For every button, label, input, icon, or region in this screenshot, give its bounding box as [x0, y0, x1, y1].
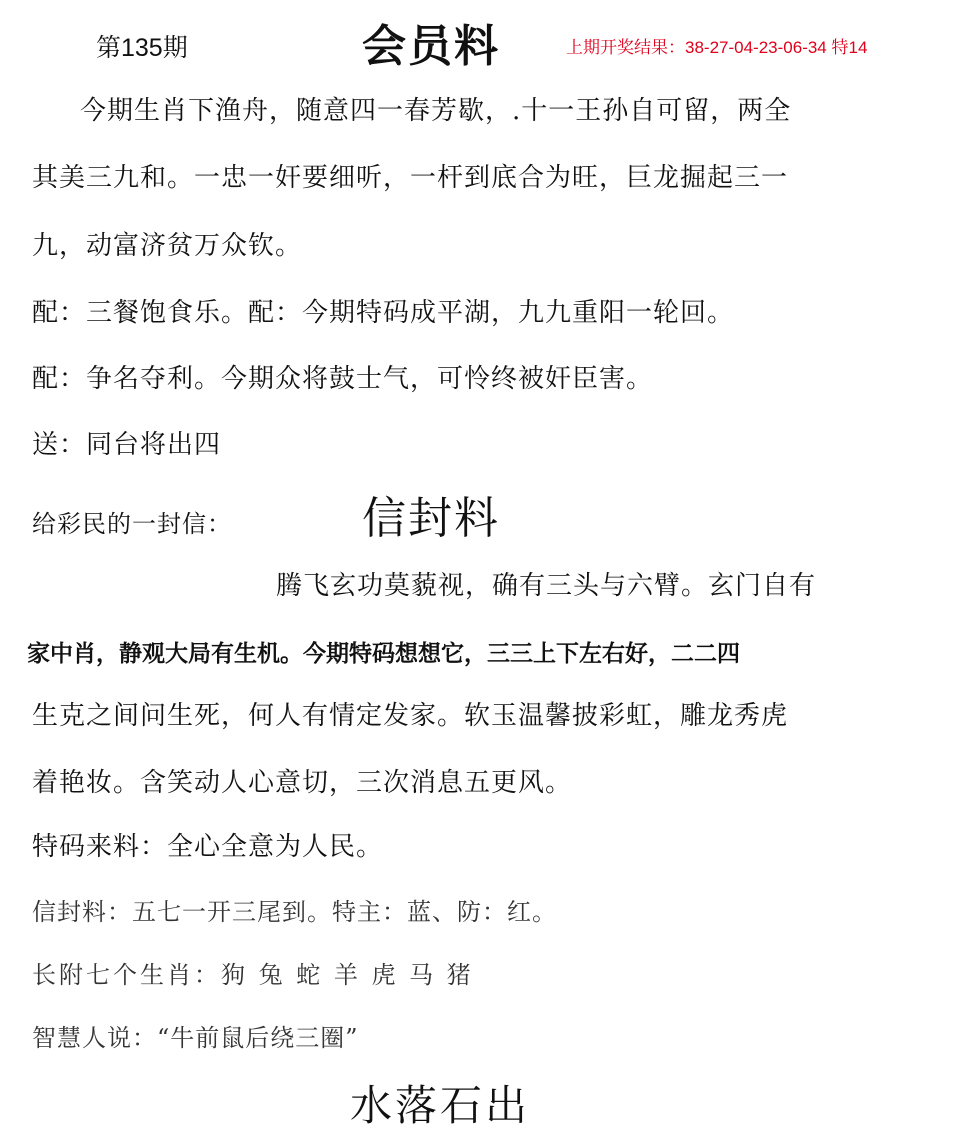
page-title: 会员料 — [362, 21, 500, 72]
member-paragraph-line-1: 今期生肖下渔舟，随意四一春芳歇，.十一王孙自可留，两全 — [80, 96, 792, 126]
last-draw-result: 上期开奖结果：38-27-04-23-06-34 特14 — [566, 38, 868, 57]
footer-phrase: 水落石出 — [350, 1081, 531, 1130]
letter-line-1: 腾飞玄功莫藐视，确有三头与六臂。玄门自有 — [276, 571, 817, 601]
member-paragraph-line-2: 其美三九和。一忠一奸要细听，一杆到底合为旺，巨龙掘起三一 — [32, 163, 789, 193]
saying-line: 智慧人说：“牛前鼠后绕三圈” — [32, 1024, 359, 1052]
match-line-1: 配：三餐饱食乐。配：今期特码成平湖，九九重阳一轮回。 — [32, 298, 735, 328]
letter-title: 信封料 — [362, 493, 500, 544]
letter-intro: 给彩民的一封信： — [32, 510, 232, 538]
gift-line: 送：同台将出四 — [32, 430, 222, 460]
letter-line-4: 着艳妆。含笑动人心意切，三次消息五更风。 — [32, 768, 573, 798]
zodiac-line: 长附七个生肖：狗 兔 蛇 羊 虎 马 猪 — [32, 961, 474, 989]
special-code-line: 特码来料：全心全意为人民。 — [32, 832, 384, 862]
letter-line-3: 生克之间问生死，何人有情定发家。软玉温馨披彩虹，雕龙秀虎 — [32, 701, 789, 731]
issue-number: 第135期 — [96, 34, 188, 62]
letter-line-2: 家中肖，静观大局有生机。今期特码想想它，三三上下左右好，二二四 — [27, 641, 740, 667]
envelope-line: 信封料：五七一开三尾到。特主：蓝、防：红。 — [32, 898, 557, 926]
match-line-2: 配：争名夺利。今期众将鼓士气，可怜终被奸臣害。 — [32, 364, 654, 394]
member-paragraph-line-3: 九，动富济贫万众钦。 — [32, 231, 303, 261]
